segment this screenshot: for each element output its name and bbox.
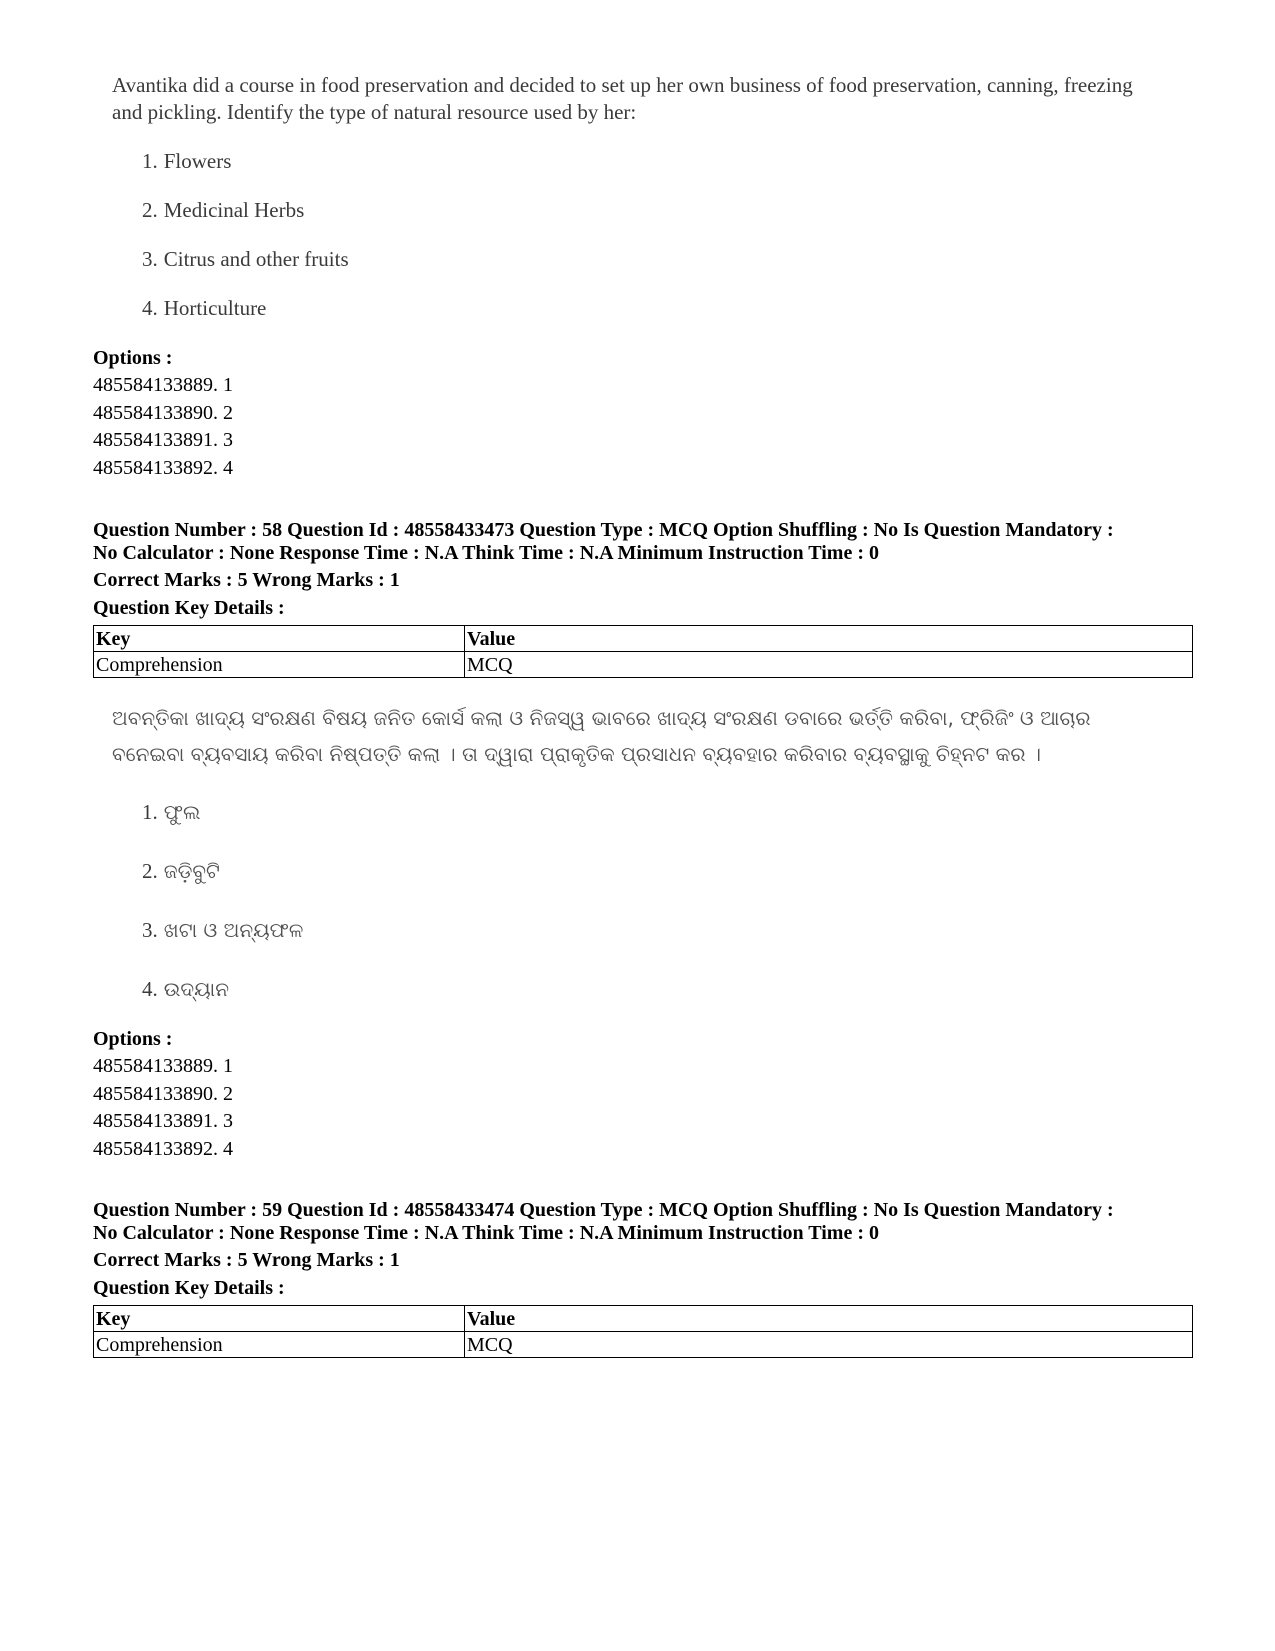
header-value: Value <box>465 626 1193 652</box>
options-heading: Options : <box>93 1028 173 1050</box>
meta-line-2: No Calculator : None Response Time : N.A Think Time : N.A Minimum Instruction Time : 0 <box>93 1222 879 1244</box>
marks-line: Correct Marks : 5 Wrong Marks : 1 <box>93 569 400 591</box>
question-58-stem: ଅବନ୍ତିକା ଖାଦ୍ୟ ସଂରକ୍ଷଣ ବିଷୟ ଜନିତ କୋର୍ସ କଲା ଓ ନିଜସ୍ୱ ଭାବରେ ଖାଦ୍ୟ ସଂରକ୍ଷଣ ଡବାରେ ଭର୍ତ୍ତି କରିବା, ଫ୍ରିଜିଂ ଓ ଆଚାର ବନେଇବା ବ୍ୟବସାୟ କରିବା ନିଷ୍ପତ୍ତି କଲା । ତା ଦ୍ୱାରା ପ୍ରାକୃତିକ ପ୍ରସାଧନ ବ୍ୟବହାର କରିବାର ବ୍ୟବସ୍ଥାକୁ ଚିହ୍ନଟ କର । <box>112 706 1091 766</box>
question-59-meta <box>93 1199 1193 1245</box>
option-item: 485584133891. 3 <box>93 429 233 451</box>
question-58-image <box>100 700 1140 1002</box>
choice-item: 1. ଫୁଲ <box>142 800 201 824</box>
key-details-table <box>93 1305 1193 1358</box>
cell-value: MCQ <box>465 652 1193 678</box>
key-details-heading: Question Key Details : <box>93 597 285 619</box>
meta-line-2: No Calculator : None Response Time : N.A Think Time : N.A Minimum Instruction Time : 0 <box>93 542 879 564</box>
question-58-meta <box>93 519 1193 565</box>
table-row <box>94 652 1193 678</box>
question-57-choices <box>100 149 1140 321</box>
option-item: 485584133892. 4 <box>93 456 233 479</box>
header-key: Key <box>94 1306 465 1332</box>
cell-key: Comprehension <box>94 652 465 678</box>
meta-line-1: Question Number : 58 Question Id : 48558433473 Question Type : MCQ Option Shuffling : No Is Question Mandatory : <box>93 519 1114 541</box>
choice-item: 4. ଉଦ୍ୟାନ <box>142 977 230 1001</box>
option-item: 485584133891. 3 <box>93 1110 233 1132</box>
choice-item: 2. ଜଡ଼ିବୁଟି <box>142 859 220 883</box>
option-item: 485584133889. 1 <box>93 1055 233 1077</box>
question-58-choices <box>100 800 1140 1002</box>
options-heading: Options : <box>93 347 173 369</box>
header-value: Value <box>465 1306 1193 1332</box>
options-list <box>93 372 233 482</box>
option-item: 485584133890. 2 <box>93 401 233 424</box>
option-item: 485584133890. 2 <box>93 1082 233 1105</box>
question-57-image <box>100 72 1140 321</box>
choice-item: 3. ଖଟା ଓ ଅନ୍ୟଫଳ <box>142 918 304 942</box>
option-item: 485584133889. 1 <box>93 374 233 396</box>
cell-key: Comprehension <box>94 1332 465 1358</box>
key-details-table <box>93 625 1193 678</box>
marks-line: Correct Marks : 5 Wrong Marks : 1 <box>93 1249 400 1271</box>
table-header-row <box>94 1306 1193 1332</box>
choice-item: 1. Flowers <box>142 149 232 173</box>
options-list <box>93 1053 233 1163</box>
choice-item: 2. Medicinal Herbs <box>142 198 305 222</box>
question-57-stem: Avantika did a course in food preservation and decided to set up her own business of food preservation, canning, freezing and pickling. Identify the type of natural resource used by her: <box>112 73 1133 124</box>
meta-line-1: Question Number : 59 Question Id : 48558433474 Question Type : MCQ Option Shuffling : No Is Question Mandatory : <box>93 1199 1114 1221</box>
key-details-heading: Question Key Details : <box>93 1277 285 1299</box>
option-item: 485584133892. 4 <box>93 1137 233 1160</box>
choice-item: 3. Citrus and other fruits <box>142 247 349 271</box>
table-header-row <box>94 626 1193 652</box>
header-key: Key <box>94 626 465 652</box>
table-row <box>94 1332 1193 1358</box>
choice-item: 4. Horticulture <box>142 296 267 320</box>
cell-value: MCQ <box>465 1332 1193 1358</box>
